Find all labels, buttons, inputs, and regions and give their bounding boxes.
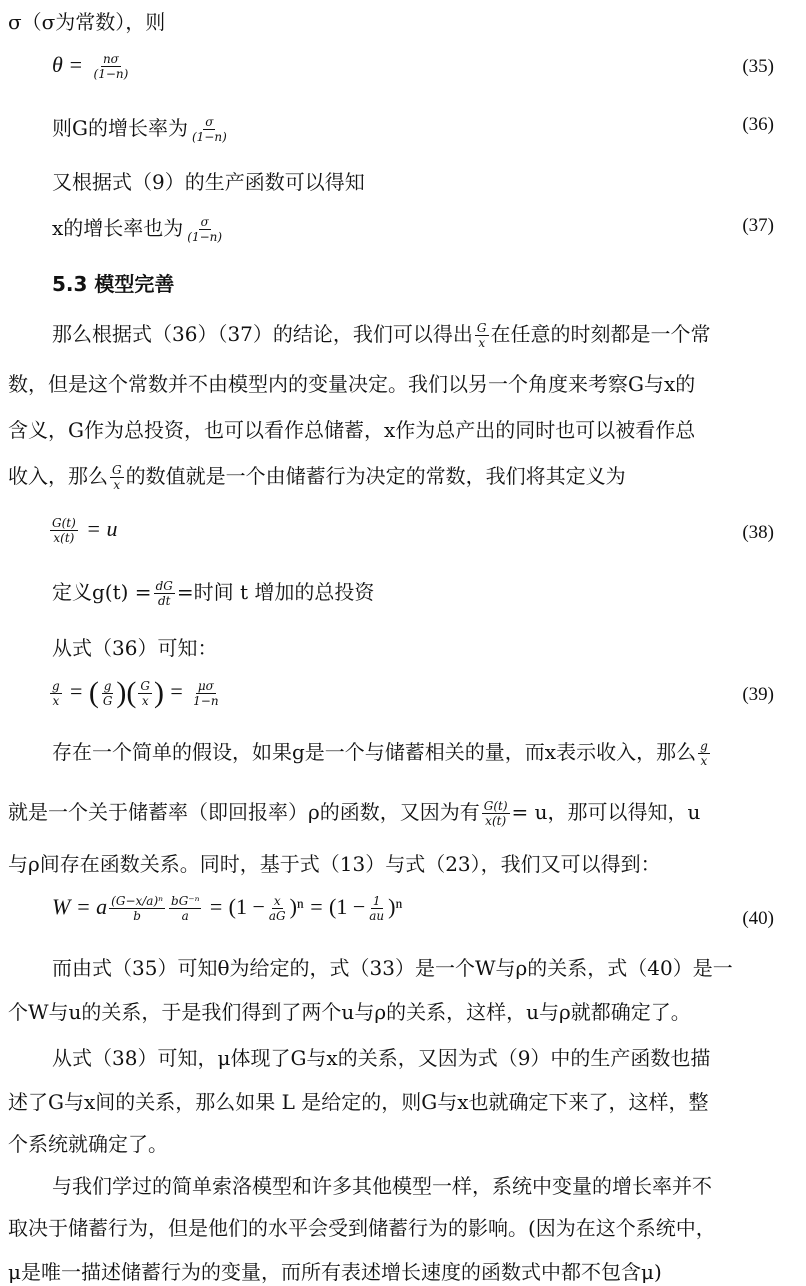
paragraph-line: μ是唯一描述储蓄行为的变量，而所有表述增长速度的函数式中都不包含μ) [8,1260,662,1284]
definition-line: 定义g(t) = $\frac{dG}{dt}$ =时间 t 增加的总投资 [52,579,375,608]
text-line: 又根据式（9）的生产函数可以得知 [52,170,365,194]
paragraph-line: 而由式（35）可知θ为给定的，式（33）是一个W与ρ的关系，式（40）是一 [52,956,733,980]
paragraph-line: 与ρ间存在函数关系。同时，基于式（13）与式（23），我们又可以得到： [8,852,661,876]
paragraph-line: 那么根据式（36）（37）的结论，我们可以得出 $\frac{G}{x}$ 在任意的时刻都是一个常 [52,321,711,350]
equation-number: (37) [742,215,774,236]
equation-35: θ = $\frac{n\sigma}{(1-n)}$ [52,52,129,81]
paragraph-line: 收入，那么 $\frac{G}{x}$ 的数值就是一个由储蓄行为决定的常数，我们将其定义为 [8,463,626,492]
paragraph-line: 个系统就确定了。 [8,1132,168,1156]
paragraph-line: 就是一个关于储蓄率（即回报率）ρ的函数，又因为有 $\frac{G(t)}{x(t)}$ = u，那可以得知，u [8,799,701,828]
paragraph-line: 述了G与x间的关系，那么如果 L 是给定的，则G与x也就确定下来了，这样，整 [8,1090,709,1114]
paragraph-line: 从式（38）可知，μ体现了G与x的关系，又因为式（9）中的生产函数也描 [52,1046,711,1070]
equation-number: (35) [742,56,774,77]
paragraph-line: 与我们学过的简单索洛模型和许多其他模型一样，系统中变量的增长率并不 [52,1174,712,1198]
equation-number: (40) [742,908,774,929]
equation-number: (39) [742,684,774,705]
paragraph-line: 数，但是这个常数并不由模型内的变量决定。我们以另一个角度来考察G与x的 [8,372,696,396]
equation-number: (38) [742,522,774,543]
equation-40: W = a $\frac{\text{(G−x/a)ⁿ}}{b}$ $\frac{\text{bG⁻ⁿ}}{a}$ = (1 − $\frac{x}{aG}$ )ⁿ = (1 − $\frac{1}{au}$ )ⁿ [52,894,403,923]
text-line: 从式（36）可知： [52,636,218,660]
fraction: $\frac{n\sigma}{(1-n)}$ [93,52,129,81]
equation-39: $\frac{g}{x}$ = ( $\frac{g}{G}$ )( $\frac{G}{x}$ ) = $\frac{\mu\sigma}{1-n}$ [52,676,219,709]
equation-37: x的增长率也为 $\frac{\sigma}{(1-n)}$ [52,215,223,244]
equation-36: 则G的增长率为 $\frac{\sigma}{(1-n)}$ [52,115,227,144]
equation-number: (36) [742,114,774,135]
section-heading: 5.3 模型完善 [52,272,175,296]
equation-38: $\frac{G(t)}{x(t)}$ = u [52,516,118,545]
paragraph-line: 含义，G作为总投资，也可以看作总储蓄，x作为总产出的同时也可以被看作总 [8,418,696,442]
paragraph-line: 取决于储蓄行为，但是他们的水平会受到储蓄行为的影响。(因为在这个系统中， [8,1216,716,1240]
paragraph-line: 个W与u的关系，于是我们得到了两个u与ρ的关系，这样，u与ρ就都确定了。 [8,1000,691,1024]
paragraph-line: 存在一个简单的假设，如果g是一个与储蓄相关的量，而x表示收入，那么 $\frac{g}{x}$ [52,739,708,768]
text-line-sigma-constant: σ（σ为常数），则 [8,10,166,34]
